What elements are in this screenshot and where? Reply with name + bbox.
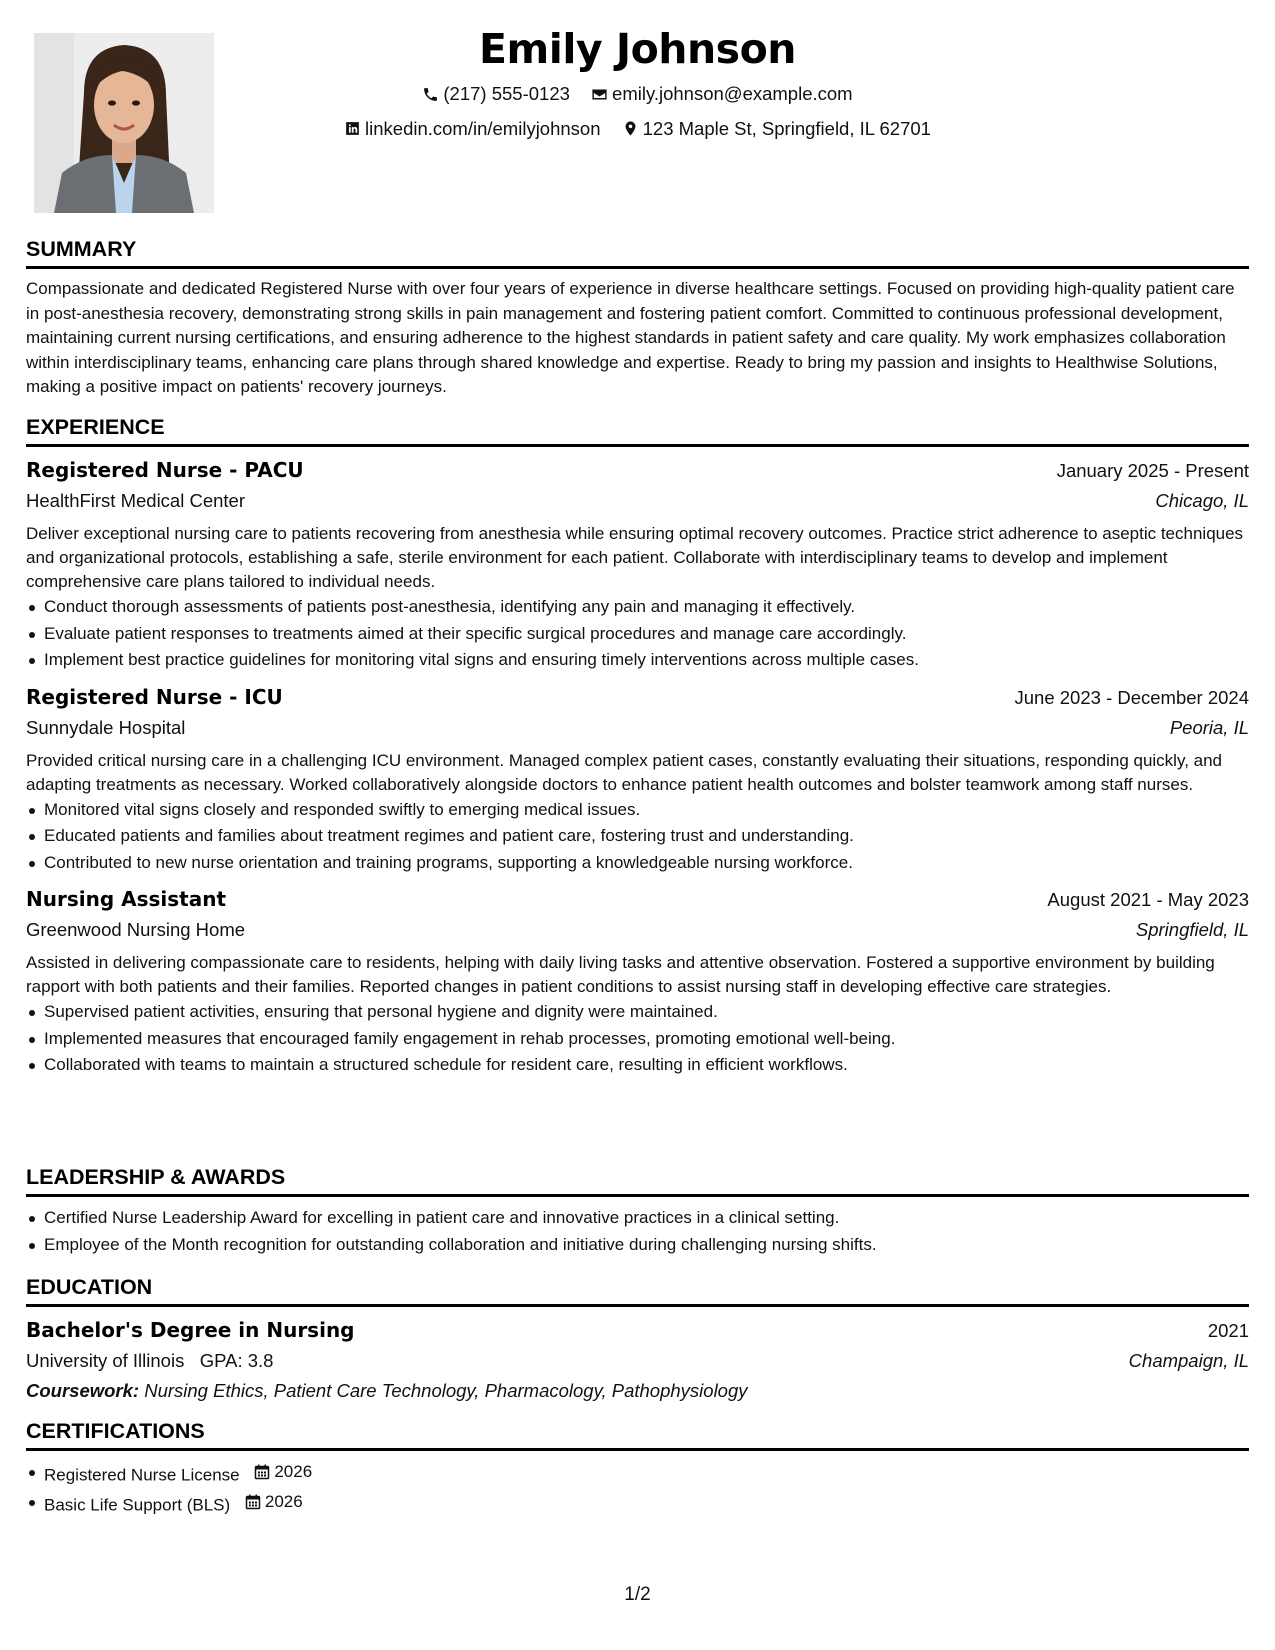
summary-text: Compassionate and dedicated Registered Nurse with over four years of experience in diverse healthcare settings. Focused on providing high-quality patient care in post-anesthesia recovery, demonstrating strong skills in pain management and fostering patient comfort. Committed to continuous professional development, maintaining current nursing certifications, and ensuring adherence to the highest standards in patient safety and care quality. My work emphasizes collaboration within interdisciplinary teams, enhancing care plans through shared knowledge and expertise. Ready to bring my passion and insights to Healthwise Solutions, making a positive impact on patients' recovery journeys. — [26, 279, 1235, 396]
coursework — [26, 1376, 1249, 1406]
contact-line-2 — [26, 117, 1249, 144]
list-item: Collaborated with teams to maintain a structured schedule for resident care, resulting in efficient workflows. — [26, 1052, 1249, 1079]
list-item: Implemented measures that encouraged family engagement in rehab processes, promoting emotional well-being. — [26, 1026, 1249, 1053]
degree-name: Bachelor's Degree in Nursing — [26, 1318, 355, 1342]
email-address[interactable]: emily.johnson@example.com — [612, 83, 853, 104]
job-dates: August 2021 - May 2023 — [1047, 889, 1249, 910]
linkedin-url[interactable]: linkedin.com/in/emilyjohnson — [365, 117, 601, 139]
job-bullets — [26, 594, 1249, 674]
job-description: Assisted in delivering compassionate care to residents, helping with daily living tasks and attentive observation. Fostered a supportive environment by building rapport with both patients and their families. Reported changes in patient conditions to assist nursing staff in developing effective care strategies. — [26, 953, 1215, 996]
school-name: University of Illinois — [26, 1350, 185, 1371]
list-item: Educated patients and families about treatment regimes and patient care, fostering trust and understanding. — [26, 823, 1249, 850]
calendar-icon — [245, 1494, 261, 1510]
page-number: 1/2 — [624, 1584, 651, 1605]
address-contact — [622, 117, 931, 141]
list-item: Monitored vital signs closely and responded swiftly to emerging medical issues. — [26, 797, 1249, 824]
street-address: 123 Maple St, Springfield, IL 62701 — [642, 117, 931, 139]
job-entry — [26, 682, 1249, 877]
certification-name: Basic Life Support (BLS) — [44, 1495, 231, 1514]
job-bullets — [26, 999, 1249, 1079]
awards-list — [26, 1205, 1249, 1258]
phone-number: (217) 555-0123 — [443, 83, 570, 104]
education-section — [26, 1274, 1249, 1406]
employer: Sunnydale Hospital — [26, 716, 186, 738]
job-location: Chicago, IL — [1155, 490, 1249, 511]
section-title-education: EDUCATION — [26, 1274, 1249, 1307]
job-location: Springfield, IL — [1135, 919, 1249, 940]
job-entry — [26, 455, 1249, 674]
certification-year: 2026 — [274, 1462, 313, 1481]
job-description: Provided critical nursing care in a challenging ICU environment. Managed complex patient cases, constantly evaluating their situations, responding quickly, and adapting treatments as necessary. Worked collaboratively alongside doctors to enhance patient health outcomes and bolster teamwork among staff nurses. — [26, 750, 1223, 794]
certification-name: Registered Nurse License — [44, 1465, 240, 1485]
list-item: Contributed to new nurse orientation and training programs, supporting a knowledgeable nursing workforce. — [26, 850, 1249, 877]
job-bullets — [26, 797, 1249, 877]
job-dates: June 2023 - December 2024 — [1014, 686, 1249, 708]
summary-section — [26, 236, 1249, 400]
graduation-year: 2021 — [1207, 1320, 1249, 1341]
envelope-icon — [591, 86, 608, 103]
employer: HealthFirst Medical Center — [26, 490, 245, 511]
job-title: Registered Nurse - PACU — [26, 458, 304, 482]
job-entry — [26, 884, 1249, 1079]
coursework-label: Coursework: — [26, 1380, 140, 1401]
leadership-section — [26, 1164, 1249, 1258]
email-contact[interactable] — [591, 82, 853, 106]
calendar-icon — [254, 1464, 270, 1480]
list-item: Supervised patient activities, ensuring that personal hygiene and dignity were maintained. — [26, 999, 1249, 1026]
contact-line-1 — [26, 82, 1249, 109]
certifications-section — [26, 1418, 1249, 1519]
linkedin-contact[interactable] — [344, 117, 600, 141]
list-item: Implement best practice guidelines for monitoring vital signs and ensuring timely interventions across multiple cases. — [26, 647, 1249, 674]
section-title-experience: EXPERIENCE — [26, 414, 1249, 447]
list-item: Certified Nurse Leadership Award for excelling in patient care and innovative practices in a clinical setting. — [26, 1205, 1249, 1232]
certification-expiry — [254, 1459, 312, 1486]
employer: Greenwood Nursing Home — [26, 919, 246, 940]
gpa: GPA: 3.8 — [199, 1350, 274, 1371]
resume-header — [26, 20, 1249, 143]
list-item — [26, 1489, 1249, 1519]
section-title-certifications: CERTIFICATIONS — [26, 1418, 1249, 1451]
phone-icon — [422, 86, 439, 103]
job-dates: January 2025 - Present — [1056, 460, 1249, 481]
job-title: Nursing Assistant — [26, 887, 227, 911]
certification-year: 2026 — [264, 1491, 303, 1511]
list-item: Conduct thorough assessments of patients post-anesthesia, identifying any pain and managing it effectively. — [26, 594, 1249, 621]
job-description: Deliver exceptional nursing care to patients recovering from anesthesia while ensuring optimal recovery outcomes. Practice strict adherence to aseptic techniques and organizational protocols, establishing a safe, sterile environment for each patient. Collaborate with interdisciplinary teams to develop and implement comprehensive care plans tailored to individual needs. — [26, 524, 1244, 591]
list-item: Employee of the Month recognition for outstanding collaboration and initiative during challenging nursing shifts. — [26, 1232, 1249, 1259]
resume-page — [26, 0, 1249, 1650]
job-title: Registered Nurse - ICU — [26, 684, 283, 709]
list-item: Evaluate patient responses to treatments aimed at their specific surgical procedures and manage care accordingly. — [26, 621, 1249, 648]
candidate-name: Emily Johnson — [479, 25, 796, 73]
section-title-leadership: LEADERSHIP & AWARDS — [26, 1164, 1249, 1197]
certification-expiry — [245, 1489, 303, 1516]
experience-section — [26, 414, 1249, 1079]
certifications-list — [26, 1459, 1249, 1519]
job-location: Peoria, IL — [1169, 716, 1249, 738]
coursework-list: Nursing Ethics, Patient Care Technology, Pharmacology, Pathophysiology — [144, 1380, 748, 1401]
linkedin-icon — [344, 120, 361, 137]
school-location: Champaign, IL — [1128, 1350, 1249, 1371]
map-pin-icon — [622, 120, 639, 137]
section-title-summary: SUMMARY — [26, 236, 1249, 269]
list-item — [26, 1459, 1249, 1489]
school-info — [26, 1346, 273, 1376]
phone-contact — [422, 82, 570, 106]
